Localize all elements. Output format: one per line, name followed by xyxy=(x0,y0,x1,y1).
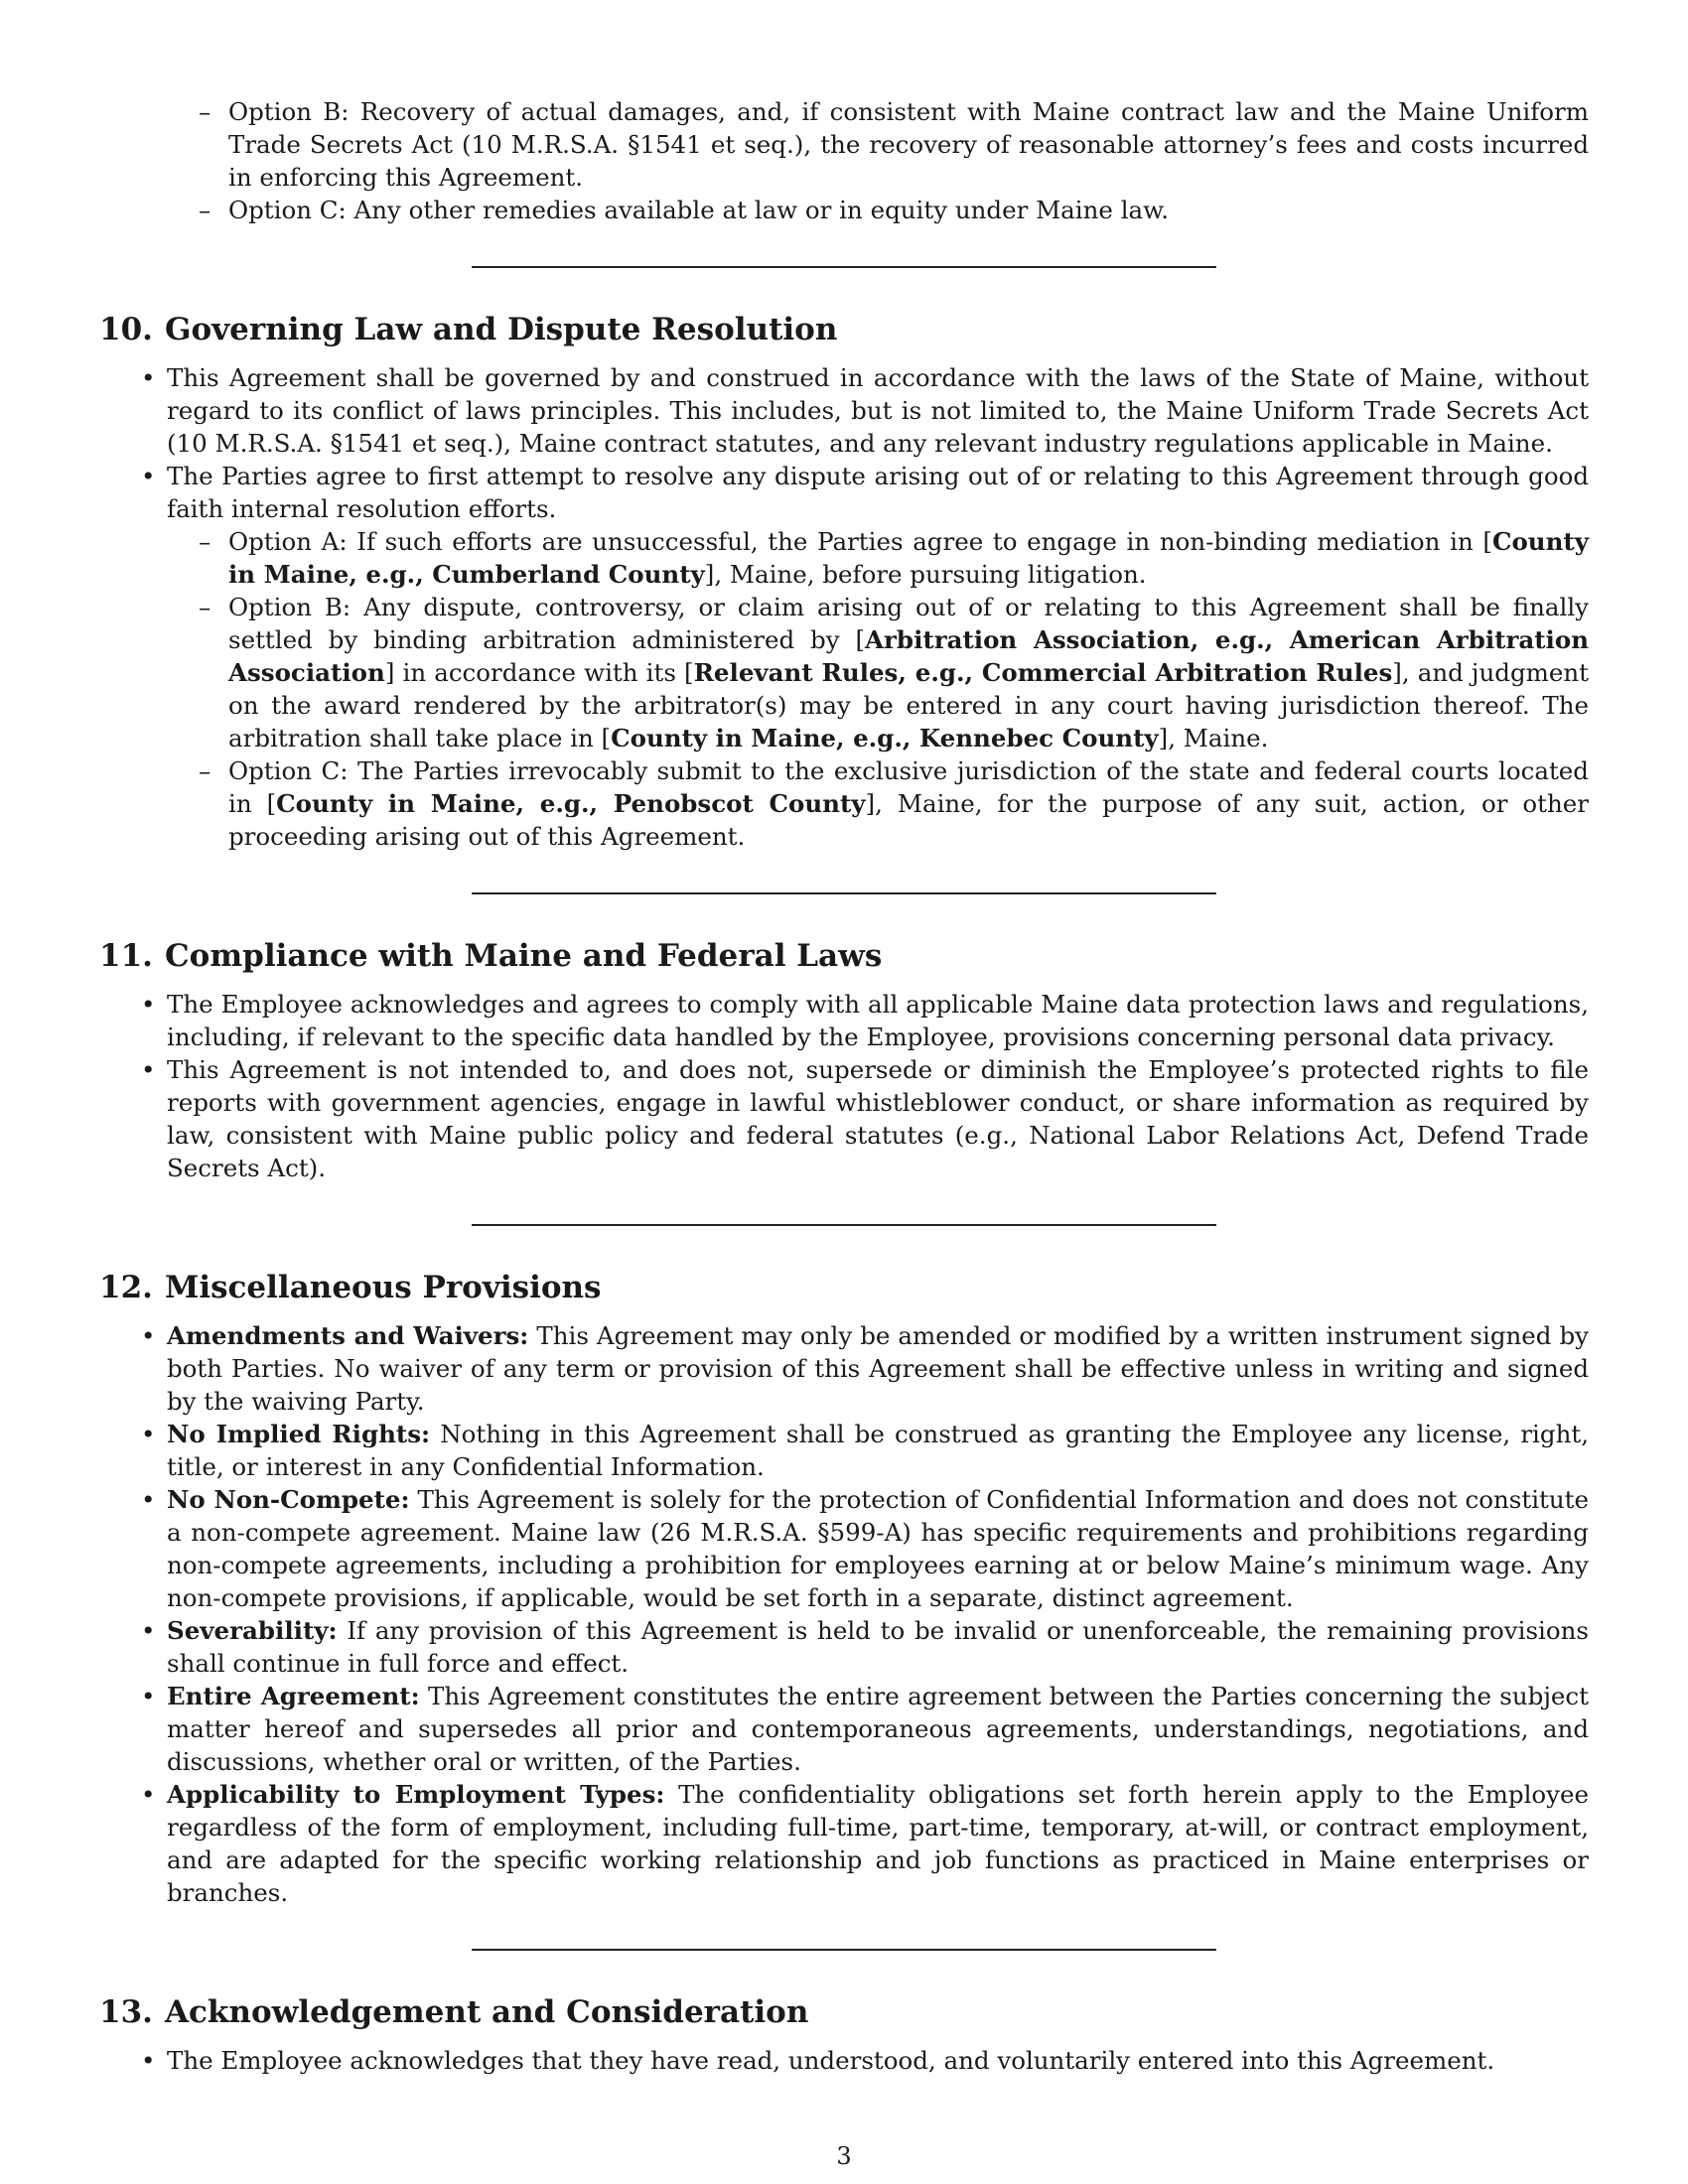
list-item: – Option C: Any other remedies available at law or in equity under Maine law. xyxy=(99,194,1589,226)
section-divider xyxy=(472,1224,1216,1226)
option-a: – Option A: If such efforts are unsuccessful, the Parties agree to engage in non-binding mediation in [County in Maine, e.g., Cumberland County], Maine, before pursuing litigation. xyxy=(167,525,1589,591)
section-divider xyxy=(472,1949,1216,1951)
section-heading-12: 12. Miscellaneous Provisions xyxy=(99,1270,602,1305)
section-heading-10: 10. Governing Law and Dispute Resolution xyxy=(99,312,838,347)
list-item: • Severability: If any provision of this Agreement is held to be invalid or unenforceable, the remaining provisions shall continue in full force and effect. xyxy=(99,1614,1589,1680)
list-item: • Entire Agreement: This Agreement constitutes the entire agreement between the Parties concerning the subject matter hereof and supersedes all prior and contemporaneous agreements, understandings, negotiations, and discussions, whether oral or written, of the Parties. xyxy=(99,1680,1589,1778)
section-divider xyxy=(472,892,1216,894)
section-13-list xyxy=(99,2044,1589,2077)
list-item: • This Agreement is not intended to, and does not, supersede or diminish the Employee’s protected rights to file reports with government agencies, engage in lawful whistleblower conduct, or share information as required by law, consistent with Maine public policy and federal statutes (e.g., National Labor Relations Act, Defend Trade Secrets Act). xyxy=(99,1053,1589,1184)
list-item: • Applicability to Employment Types: The confidentiality obligations set forth herein apply to the Employee regardless of the form of employment, including full-time, part-time, temporary, at-will, or contract employment, and are adapted for the specific working relationship and job functions as practiced in Maine enterprises or branches. xyxy=(99,1778,1589,1909)
option-b: – Option B: Any dispute, controversy, or claim arising out of or relating to this Agreement shall be finally settled by binding arbitration administered by [Arbitration Association, e.g., American Arbitration Association] in accordance with its [Relevant Rules, e.g., Commercial Arbitration Rules], and judgment on the award rendered by the arbitrator(s) may be entered in any court having jurisdiction thereof. The arbitration shall take place in [County in Maine, e.g., Kennebec County], Maine. xyxy=(167,591,1589,754)
section-10-list xyxy=(99,361,1589,853)
list-item: • No Implied Rights: Nothing in this Agreement shall be construed as granting the Employee any license, right, title, or interest in any Confidential Information. xyxy=(99,1418,1589,1483)
list-item: • The Parties agree to first attempt to resolve any dispute arising out of or relating to this Agreement through good faith internal resolution efforts. – Option A: If such efforts are unsuccessful, the Parties agree to engage in non-binding mediation in [County in Maine, e.g., Cumberland County], Maine, before pursuing litigation. – Option B: Any dispute, controversy, or claim arising out of or relating to this Agreement shall be finally settled by binding arbitration administered by [Arbitration Association, e.g., American Arbitration Association] in accordance with its [Relevant Rules, e.g., Commercial Arbitration Rules], and judgment on the award rendered by the arbitrator(s) may be entered in any court having jurisdiction thereof. The arbitration shall take place in [County in Maine, e.g., Kennebec County], Maine. – Option C: The Parties irrevocably submit to the exclusive jurisdiction of the state and federal courts located in [County in Maine, e.g., Penobscot County], Maine, for the purpose of any suit, action, or other proceeding arising out of this Agreement. xyxy=(99,460,1589,853)
list-item: • This Agreement shall be governed by and construed in accordance with the laws of the State of Maine, without regard to its conflict of laws principles. This includes, but is not limited to, the Maine Uniform Trade Secrets Act (10 M.R.S.A. §1541 et seq.), Maine contract statutes, and any relevant industry regulations applicable in Maine. xyxy=(99,361,1589,460)
list-item: • Amendments and Waivers: This Agreement may only be amended or modified by a written instrument signed by both Parties. No waiver of any term or provision of this Agreement shall be effective unless in writing and signed by the waiving Party. xyxy=(99,1319,1589,1418)
section-divider xyxy=(472,266,1216,268)
section-11-list xyxy=(99,988,1589,1184)
list-item: • The Employee acknowledges that they have read, understood, and voluntarily entered into this Agreement. xyxy=(99,2044,1589,2077)
document-page xyxy=(99,95,1589,2077)
page-number: 3 xyxy=(836,2142,852,2170)
option-c: – Option C: The Parties irrevocably submit to the exclusive jurisdiction of the state and federal courts located in [County in Maine, e.g., Penobscot County], Maine, for the purpose of any suit, action, or other proceeding arising out of this Agreement. xyxy=(167,754,1589,853)
section-heading-13: 13. Acknowledgement and Consideration xyxy=(99,1994,809,2030)
previous-options-list xyxy=(99,95,1589,226)
section-heading-11: 11. Compliance with Maine and Federal Laws xyxy=(99,938,883,974)
list-item: – Option B: Recovery of actual damages, and, if consistent with Maine contract law and the Maine Uniform Trade Secrets Act (10 M.R.S.A. §1541 et seq.), the recovery of reasonable attorney’s fees and costs incurred in enforcing this Agreement. xyxy=(99,95,1589,194)
section-12-list xyxy=(99,1319,1589,1909)
dispute-options-list xyxy=(167,525,1589,853)
list-item: • No Non-Compete: This Agreement is solely for the protection of Confidential Information and does not constitute a non-compete agreement. Maine law (26 M.R.S.A. §599-A) has specific requirements and prohibitions regarding non-compete agreements, including a prohibition for employees earning at or below Maine’s minimum wage. Any non-compete provisions, if applicable, would be set forth in a separate, distinct agreement. xyxy=(99,1483,1589,1614)
list-item: • The Employee acknowledges and agrees to comply with all applicable Maine data protection laws and regulations, including, if relevant to the specific data handled by the Employee, provisions concerning personal data privacy. xyxy=(99,988,1589,1053)
